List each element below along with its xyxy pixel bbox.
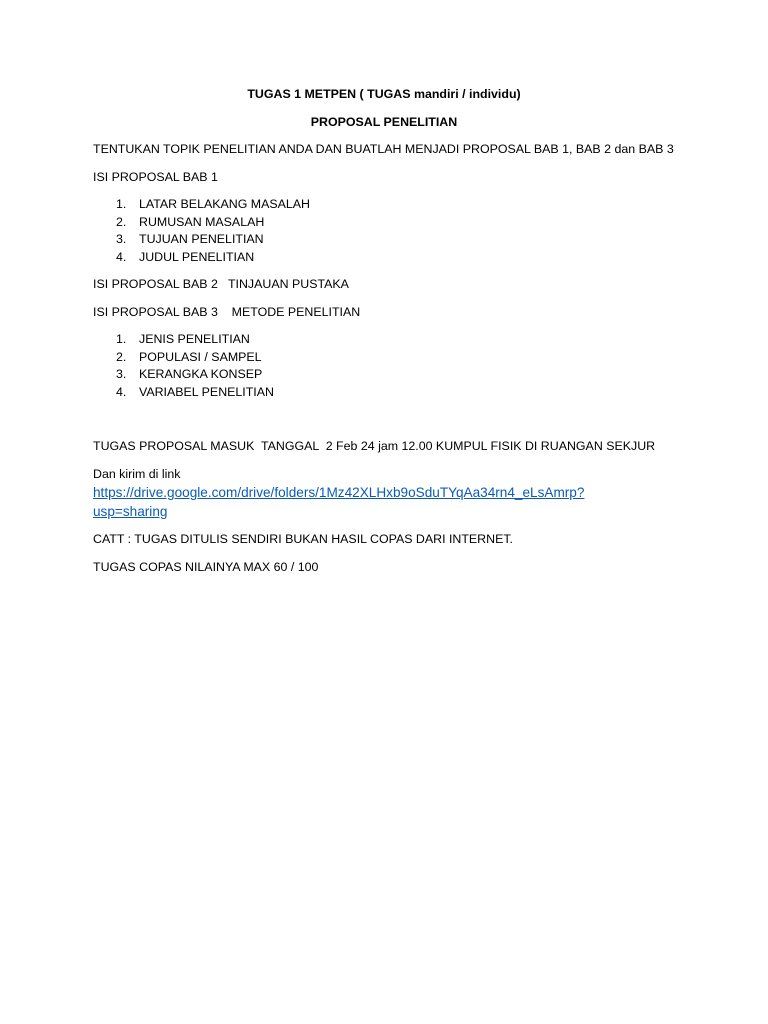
list-item [93, 231, 683, 249]
bab1-list [93, 196, 683, 266]
list-item-number: 3. [116, 232, 127, 246]
send-label: Dan kirim di link [93, 466, 181, 481]
document-body [93, 86, 683, 576]
list-item-number: 3. [116, 367, 127, 381]
penalty-text: TUGAS COPAS NILAINYA MAX 60 / 100 [93, 559, 319, 574]
bab1-heading: ISI PROPOSAL BAB 1 [93, 169, 218, 184]
list-item-text: LATAR BELAKANG MASALAH [139, 197, 310, 211]
instruction-text: TENTUKAN TOPIK PENELITIAN ANDA DAN BUATLAH MENJADI PROPOSAL BAB 1, BAB 2 dan BAB 3 [93, 142, 674, 156]
list-item [93, 249, 683, 267]
list-item-number: 2. [116, 349, 127, 364]
list-item-number: 1. [116, 197, 127, 211]
list-item-number: 1. [116, 332, 127, 346]
list-item-number: 4. [116, 384, 127, 399]
note-text: CATT : TUGAS DITULIS SENDIRI BUKAN HASIL COPAS DARI INTERNET. [93, 532, 513, 546]
bab3-line: ISI PROPOSAL BAB 3 METODE PENELITIAN [93, 304, 361, 319]
document-title: TUGAS 1 METPEN ( TUGAS mandiri / individu) [247, 87, 521, 101]
bab2-line: ISI PROPOSAL BAB 2 TINJAUAN PUSTAKA [93, 277, 349, 291]
list-item [93, 214, 683, 232]
drive-link-line1: https://drive.google.com/drive/folders/1Mz42XLHxb9oSduTYqAa34rn4_eLsAmrp? [93, 485, 585, 500]
link-block [93, 466, 683, 522]
deadline-text: TUGAS PROPOSAL MASUK TANGGAL 2 Feb 24 jam 12.00 KUMPUL FISIK DI RUANGAN SEKJUR [93, 439, 656, 453]
list-item-text: VARIABEL PENELITIAN [139, 384, 274, 399]
drive-link-line2: usp=sharing [93, 504, 168, 519]
list-item-text: JENIS PENELITIAN [139, 332, 250, 346]
list-item-text: KERANGKA KONSEP [139, 367, 263, 381]
list-item [93, 384, 683, 402]
list-item-text: POPULASI / SAMPEL [139, 349, 262, 364]
list-item [93, 349, 683, 367]
list-item [93, 366, 683, 384]
list-item-text: JUDUL PENELITIAN [139, 249, 255, 264]
drive-link[interactable] [93, 483, 623, 521]
list-item-number: 4. [116, 249, 127, 264]
list-item-text: TUJUAN PENELITIAN [139, 232, 264, 246]
list-item [93, 196, 683, 214]
list-item-number: 2. [116, 214, 127, 229]
bab3-list [93, 331, 683, 401]
blank-line [93, 411, 683, 438]
document-subtitle: PROPOSAL PENELITIAN [310, 114, 458, 129]
list-item [93, 331, 683, 349]
list-item-text: RUMUSAN MASALAH [139, 214, 265, 229]
